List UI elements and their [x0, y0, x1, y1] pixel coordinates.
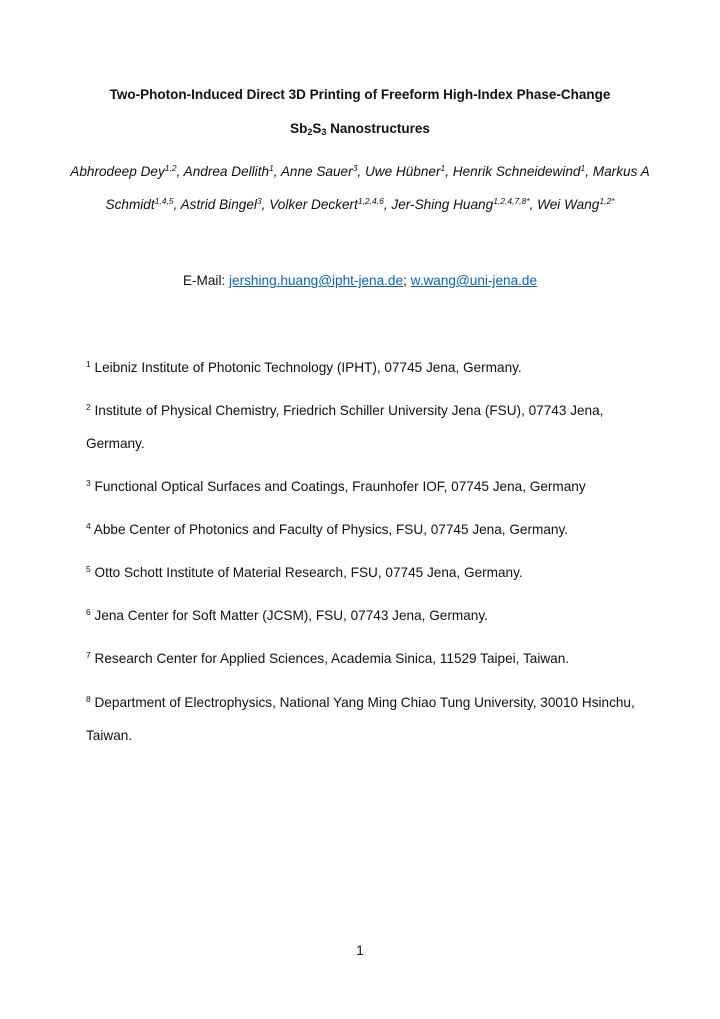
affiliation-1: $^1$ Leibniz Institute of Photonic Technology (IPHT), 07745 Jena, Germany.	[86, 359, 522, 375]
affiliation-2: $^2$ Institute of Physical Chemistry, Friedrich Schiller University Jena (FSU), 07743 Jena, Germany.	[86, 402, 604, 451]
formula-sb: Sb	[290, 121, 308, 136]
formula-s: S	[312, 121, 322, 136]
author: Anne Sauer$^3$,	[280, 163, 365, 179]
title-rest: Nanostructures	[326, 121, 430, 136]
email-link-wang[interactable]: w.wang@uni-jena.de	[410, 273, 538, 288]
affiliation-5: $^5$ Otto Schott Institute of Material Research, FSU, 07745 Jena, Germany.	[86, 564, 523, 580]
author: Andrea Dellith$^1$,	[183, 163, 281, 179]
author: Astrid Bingel$^3$,	[180, 196, 270, 212]
email-link-huang[interactable]: jershing.huang@ipht-jena.de	[229, 273, 404, 288]
affiliation-6: $^6$ Jena Center for Soft Matter (JCSM), FSU, 07743 Jena, Germany.	[86, 607, 488, 623]
formula-sub-2: 3	[321, 127, 327, 137]
formula-sub-1: 2	[307, 127, 313, 137]
author: Uwe Hübner$^1$,	[364, 163, 453, 179]
author: Wei Wang$^{1,2*}$	[537, 196, 615, 212]
email-label: E-Mail:	[182, 273, 230, 288]
affiliation-8: $^8$ Department of Electrophysics, National Yang Ming Chiao Tung University, 30010 Hsinchu, Taiwan.	[86, 694, 635, 743]
affiliation-7: $^7$ Research Center for Applied Sciences, Academia Sinica, 11529 Taipei, Taiwan.	[86, 650, 570, 666]
author-list	[70, 155, 650, 221]
author: Volker Deckert$^{1,2,4,6}$,	[269, 196, 392, 212]
author: Henrik Schneidewind$^1$,	[452, 163, 593, 179]
affiliation-4: $^4$ Abbe Center of Photonics and Faculty of Physics, FSU, 07745 Jena, Germany.	[86, 521, 569, 537]
author: Markus A Schmidt$^{1,4,5}$,	[105, 164, 650, 212]
paper-title-line-2	[60, 121, 660, 136]
page-number: 1	[356, 943, 364, 958]
affiliation-3: $^3$ Functional Optical Surfaces and Coatings, Fraunhofer IOF, 07745 Jena, Germany	[86, 478, 586, 494]
contact-email	[60, 273, 660, 288]
author: Jer-Shing Huang$^{1,2,4,7,8*}$,	[391, 196, 538, 212]
email-separator: ;	[403, 273, 411, 288]
paper-title-line-1: Two-Photon-Induced Direct 3D Printing of Freeform High-Index Phase-Change	[109, 87, 611, 102]
author: Abhrodeep Dey$^{1,2}$,	[70, 163, 184, 179]
